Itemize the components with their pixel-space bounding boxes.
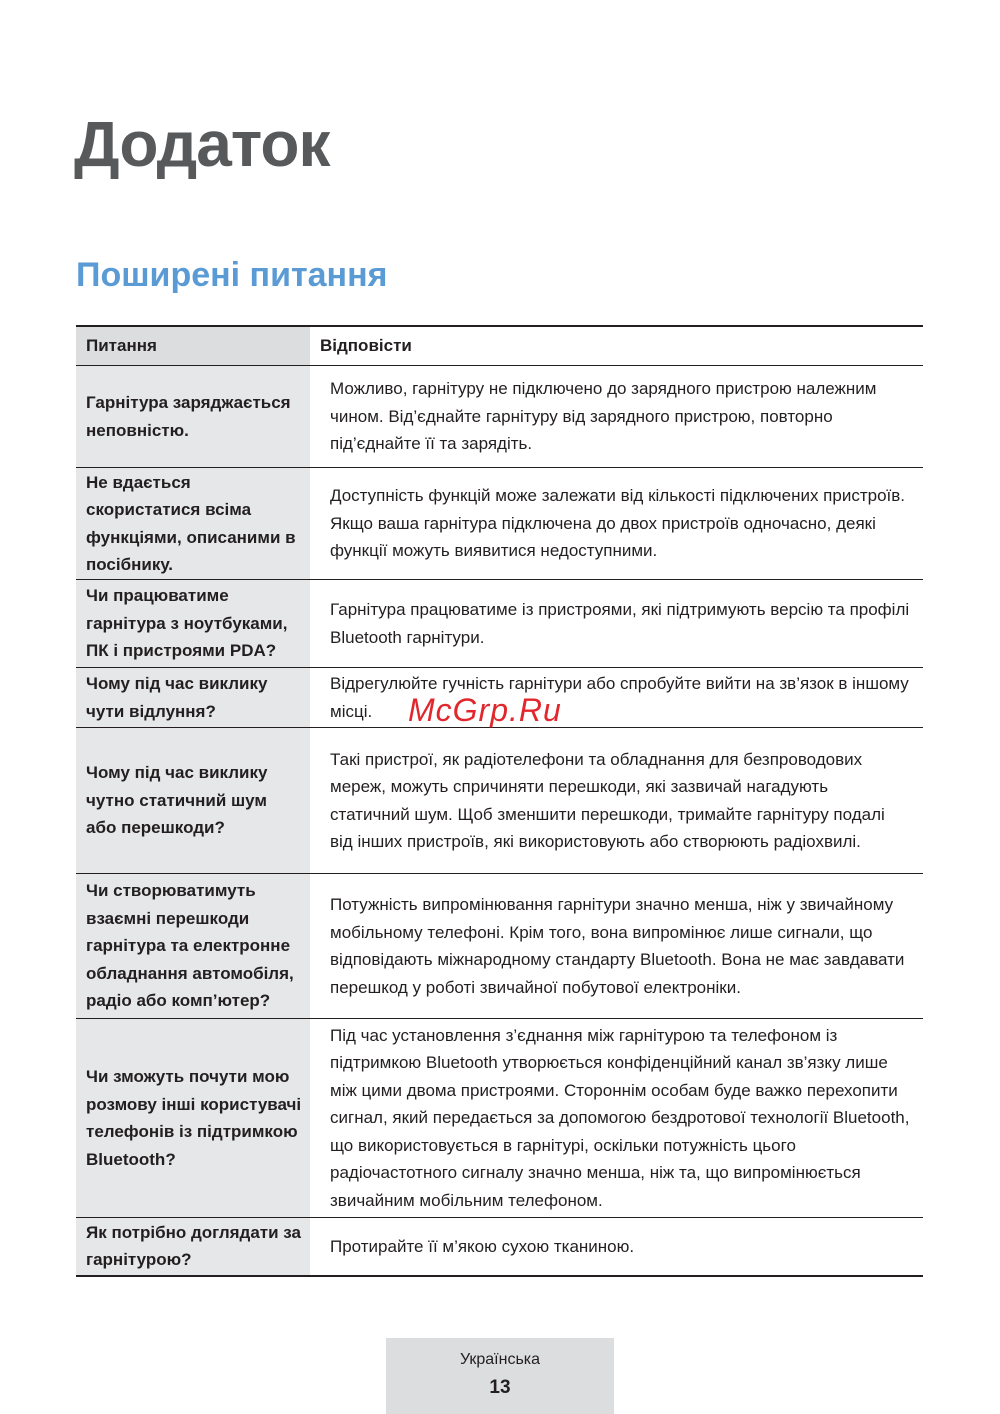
question-cell: Чи працюватиме гарнітура з ноутбуками, ПК і пристроями PDA? xyxy=(76,580,310,668)
answer-cell: Відрегулюйте гучність гарнітури або спробуйте вийти на зв’язок в іншому місці. xyxy=(310,668,923,728)
question-column-header: Питання xyxy=(76,326,310,366)
question-cell: Чому під час виклику чути відлуння? xyxy=(76,668,310,728)
faq-table xyxy=(76,325,923,1277)
table-row xyxy=(76,366,923,468)
table-row xyxy=(76,728,923,874)
table-header-row xyxy=(76,326,923,366)
page-title: Додаток xyxy=(74,108,330,180)
answer-cell: Доступність функцій може залежати від кількості підключених пристроїв. Якщо ваша гарнітура підключена до двох пристроїв одночасно, деякі функції можуть виявитися недоступними. xyxy=(310,468,923,580)
watermark: McGrp.Ru xyxy=(408,692,562,728)
question-cell: Не вдається скористатися всіма функціями, описаними в посібнику. xyxy=(76,468,310,580)
page-number: 13 xyxy=(489,1377,511,1398)
table-row xyxy=(76,668,923,728)
table-row xyxy=(76,1019,923,1218)
page-footer xyxy=(386,1338,614,1414)
answer-cell: Потужність випромінювання гарнітури значно менша, ніж у звичайному мобільному телефоні. Крім того, вона випромінює лише сигнали, що відповідають міжнародному стандарту Bluetooth. Вона не має завдавати перешкод у роботі звичайної побутової електроніки. xyxy=(310,874,923,1019)
answer-cell: Під час установлення з’єднання між гарнітурою та телефоном із підтримкою Bluetooth утворюється конфіденційний канал зв’язку лише між цими двома пристроями. Стороннім особам буде важко перехопити сигнал, який передається за допомогою бездротової технології Bluetooth, що використовується в гарнітурі, оскільки потужність цього радіочастотного сигналу значно менша, ніж та, що випромінюється звичайним мобільним телефоном. xyxy=(310,1019,923,1218)
question-cell: Чи зможуть почути мою розмову інші користувачі телефонів із підтримкою Bluetooth? xyxy=(76,1019,310,1218)
answer-cell: Гарнітура працюватиме із пристроями, які підтримують версію та профілі Bluetooth гарнітури. xyxy=(310,580,923,668)
question-cell: Чому під час виклику чутно статичний шум або перешкоди? xyxy=(76,728,310,874)
section-title: Поширені питання xyxy=(76,256,388,294)
table-row xyxy=(76,468,923,580)
answer-cell: Можливо, гарнітуру не підключено до зарядного пристрою належним чином. Від’єднайте гарнітуру від зарядного пристрою, повторно під’єднайте її та зарядіть. xyxy=(310,366,923,468)
answer-cell: Протирайте її м’якою сухою тканиною. xyxy=(330,1236,635,1256)
question-cell: Гарнітура заряджається неповністю. xyxy=(76,366,310,468)
footer-language: Українська xyxy=(459,1351,541,1368)
answer-cell: Такі пристрої, як радіотелефони та обладнання для безпроводових мереж, можуть спричиняти перешкоди, які зазвичай нагадують статичний шум. Щоб зменшити перешкоди, тримайте гарнітуру подалі від інших пристроїв, які використовують або створюють радіохвилі. xyxy=(310,728,923,874)
table-row xyxy=(76,1218,923,1276)
table-row xyxy=(76,874,923,1019)
answer-column-header: Відповісти xyxy=(310,326,923,366)
question-cell: Чи створюватимуть взаємні перешкоди гарнітура та електронне обладнання автомобіля, радіо або комп’ютер? xyxy=(76,874,310,1019)
question-cell: Як потрібно доглядати за гарнітурою? xyxy=(76,1218,310,1276)
table-row xyxy=(76,580,923,668)
